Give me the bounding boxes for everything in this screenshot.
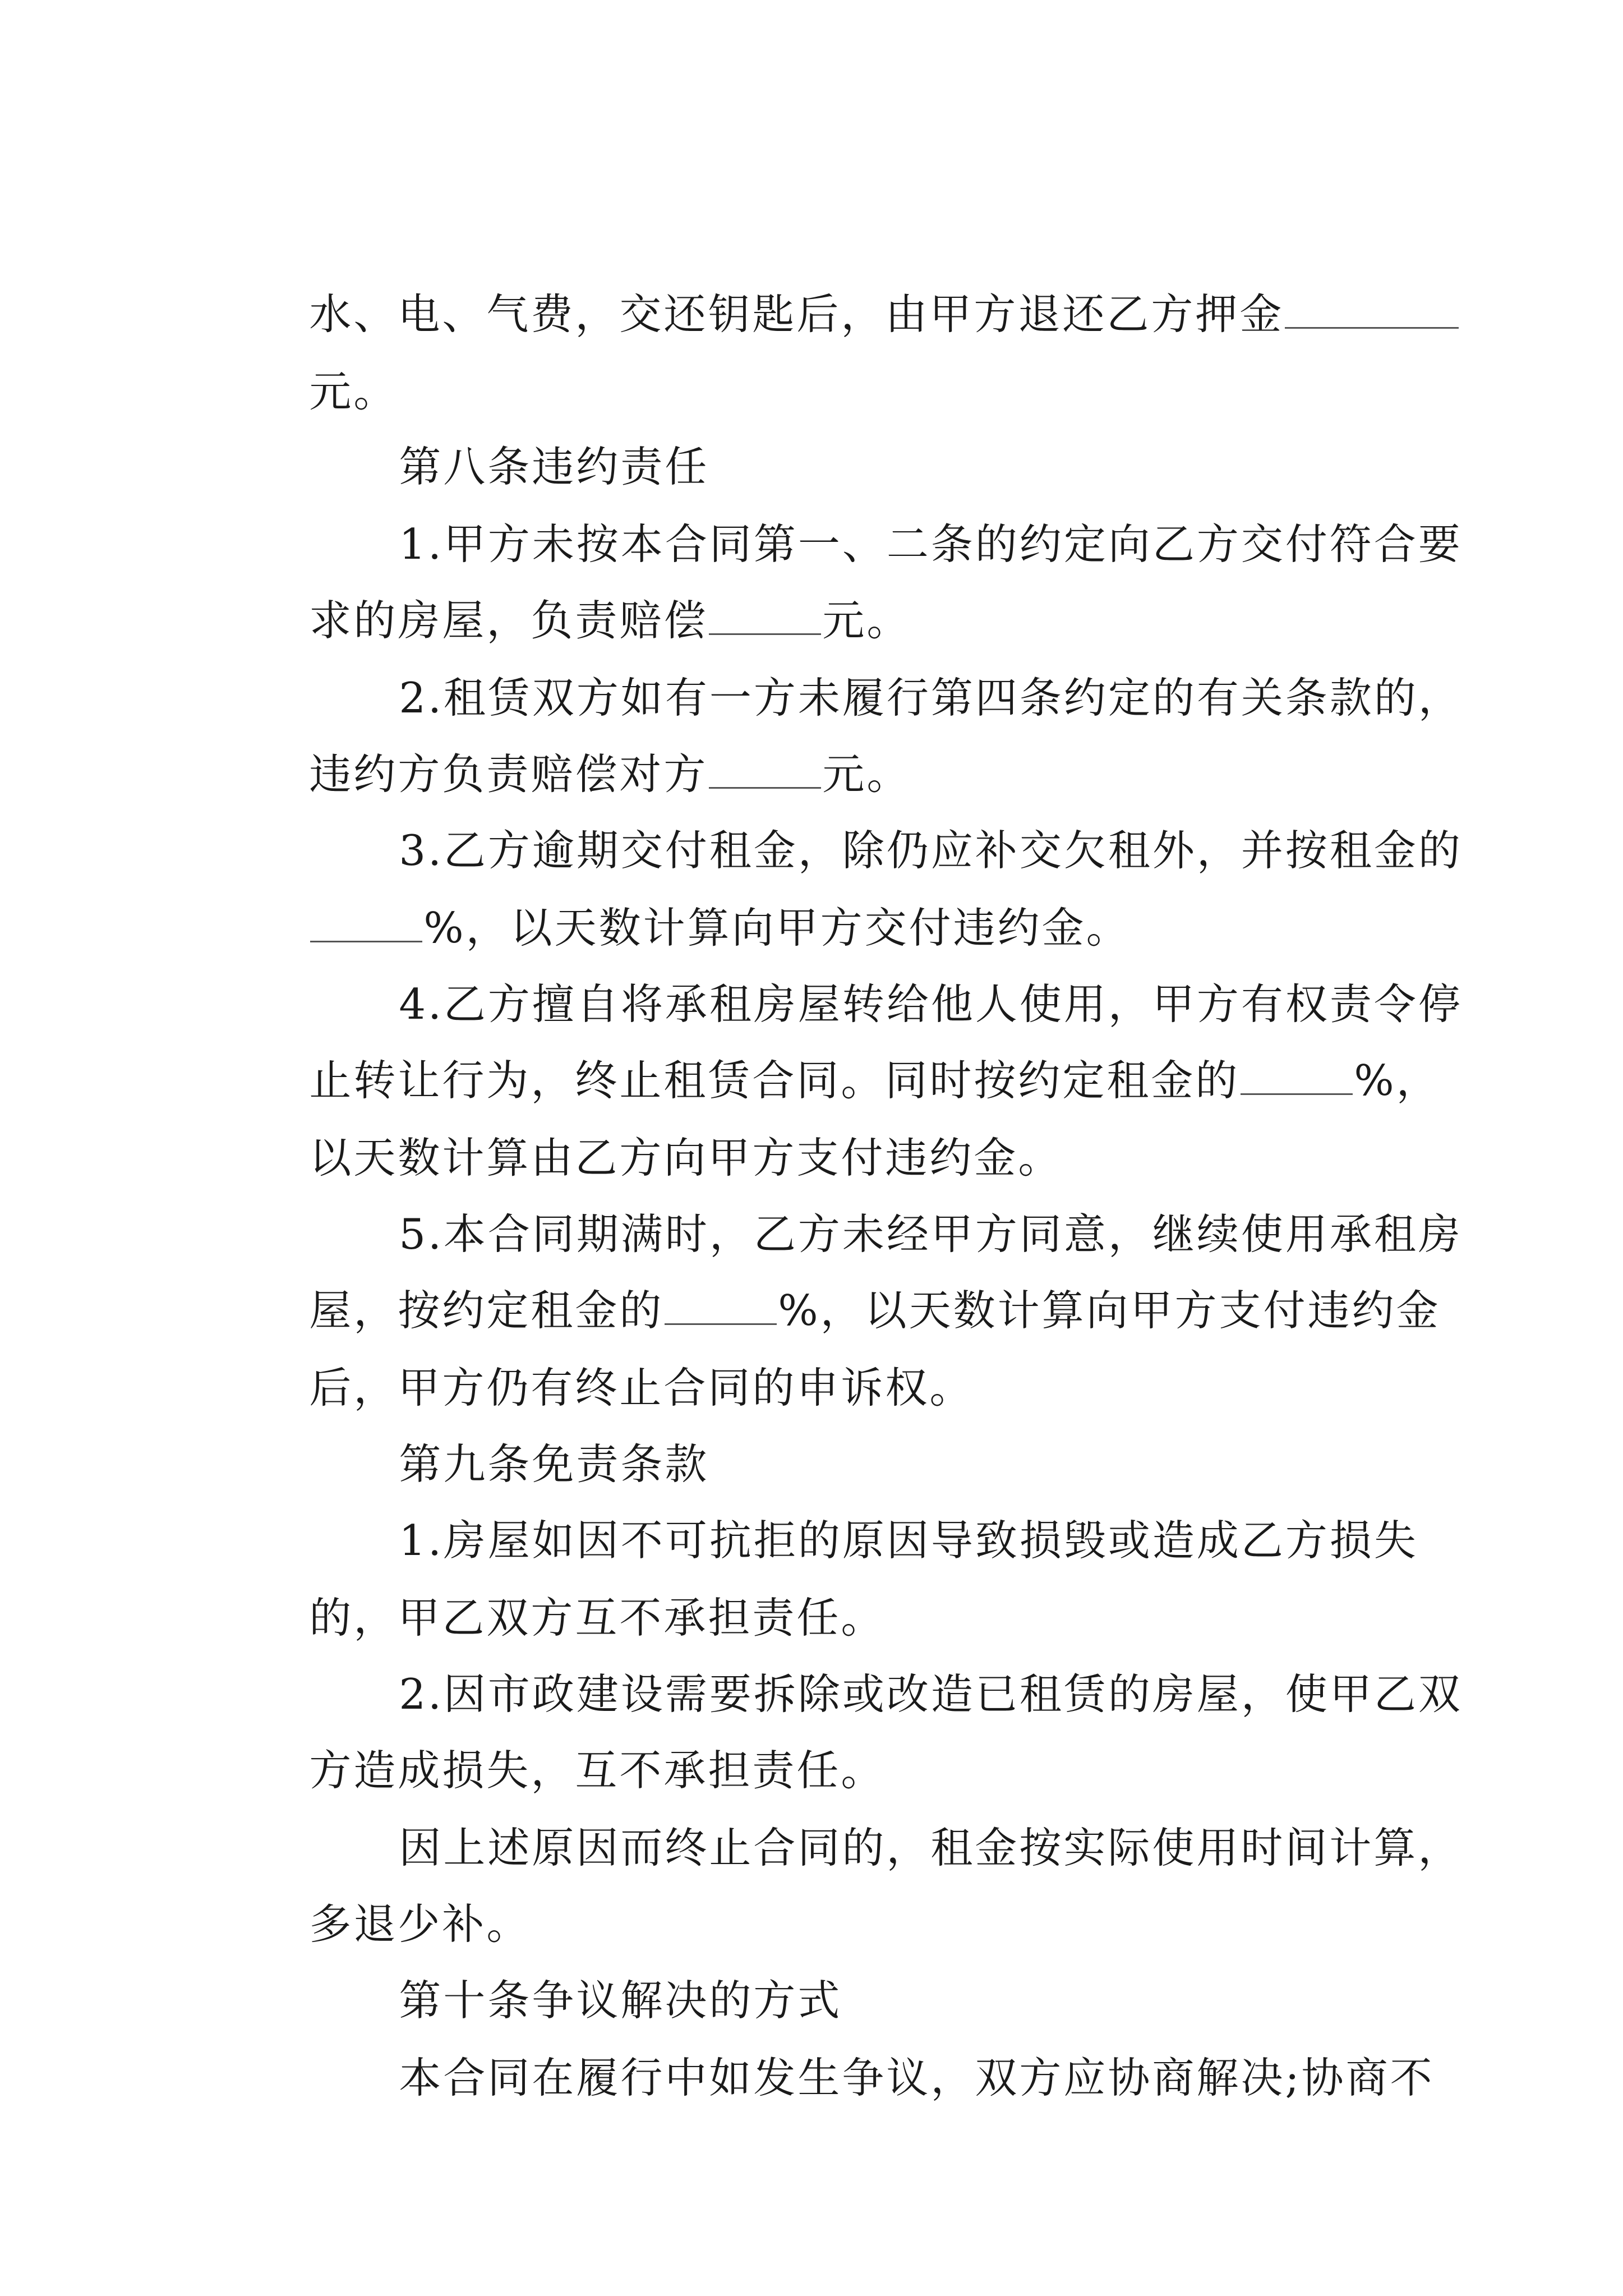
line-text: 违约方负责赔偿对方 [309,749,708,799]
text-line [247,1057,1391,1182]
line-text: 的，甲乙双方互不承担责任。 [309,1593,886,1642]
line-text: 求的房屋，负责赔偿 [309,596,708,645]
text-line [336,1439,1418,1565]
line-text: 多退少补。 [309,1899,531,1949]
line-text: 元。 [309,367,398,416]
line-text: %，以天数计算向甲方交付违约金。 [423,903,1131,953]
text-line [336,1133,1463,1259]
text-line [336,1593,1463,1719]
line-text: 因上述原因而终止合同的，租金按实际使用时间计算， [399,1823,1463,1872]
line-text: 4.乙方擅自将承租房屋转给他人使用，甲方有权责令停 [399,979,1463,1029]
text-line [247,213,1391,339]
section-heading [336,1899,1391,2025]
text-line [247,1287,1391,1412]
section-heading [336,1363,1391,1489]
text-line [247,1209,1441,1335]
line-text: 3.乙方逾期交付租金，除仍应补交欠租外，并按租金的 [399,826,1463,875]
line-text: %， [1354,1056,1441,1105]
text-line [336,443,1463,569]
text-line [336,1977,1435,2102]
line-text: 2.因市政建设需要拆除或改造已租赁的房屋，使甲乙双 [399,1669,1463,1719]
line-text: 1.甲方未按本合同第一、二条的约定向乙方交付符合要 [399,519,1463,569]
section-heading [336,366,1391,491]
heading-text: 第八条违约责任 [399,442,709,491]
text-line [247,1669,1391,1795]
line-text: 元。 [822,596,911,645]
line-text: 止转让行为，终止租赁合同。同时按约定租金的 [309,1056,1240,1105]
text-line [336,903,1463,1029]
line-text: 本合同在履行中如发生争议，双方应协商解决;协商不 [399,2053,1435,2102]
text-line [247,673,1391,799]
heading-text: 第十条争议解决的方式 [399,1976,842,2025]
text-line [247,1823,1391,1949]
text-line [247,291,1391,416]
line-text: 后，甲方仍有终止合同的申诉权。 [309,1363,974,1412]
text-line [247,827,1391,953]
line-text: 方造成损失，互不承担责任。 [309,1746,886,1795]
line-text: %，以天数计算向甲方支付违约金 [778,1286,1441,1335]
heading-text: 第九条免责条款 [399,1439,709,1489]
text-line [247,519,1391,645]
text-line [247,1517,1391,1642]
text-line [247,979,1441,1105]
text-line [336,749,1463,875]
text-line [336,1747,1463,1872]
text-line [336,597,1463,723]
line-text: 屋，按约定租金的 [309,1286,664,1335]
line-text: 以天数计算由乙方向甲方支付违约金。 [309,1133,1063,1182]
line-text: 1.房屋如因不可抗拒的原因导致损毁或造成乙方损失 [399,1516,1418,1565]
line-text: 5.本合同期满时，乙方未经甲方同意，继续使用承租房 [399,1209,1463,1259]
line-text: 2.租赁双方如有一方未履行第四条约定的有关条款的， [399,673,1463,723]
line-text: 水、电、气费，交还钥匙后，由甲方退还乙方押金 [309,289,1284,339]
line-text: 元。 [822,749,911,799]
